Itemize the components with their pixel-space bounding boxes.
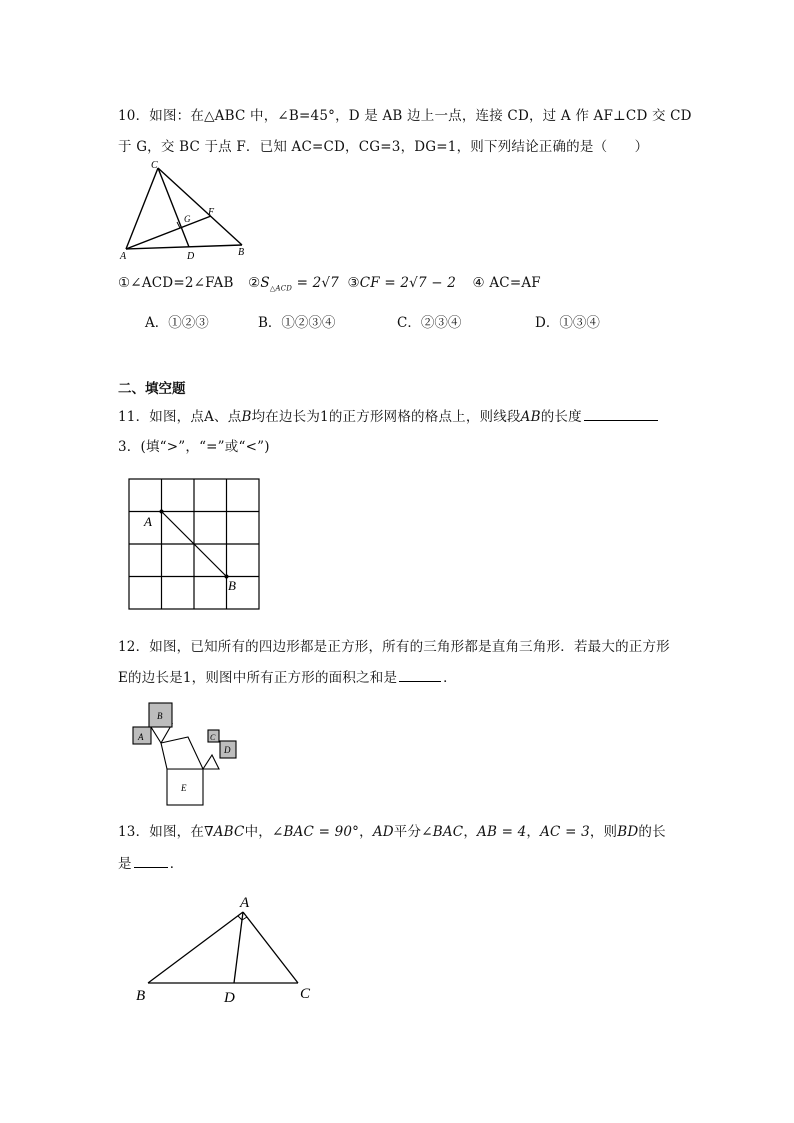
q13-label-a: A <box>240 895 250 911</box>
q13-cond-ad: AD <box>372 824 394 840</box>
q13-text-line2b: ． <box>169 856 184 872</box>
q10-label-g: G <box>184 214 191 224</box>
q13-label-c: C <box>300 986 311 1002</box>
q13-answer-blank[interactable] <box>134 855 168 868</box>
q11-grid-figure <box>125 475 265 611</box>
q11-text-a: 11．如图，点A、点 <box>118 409 242 425</box>
q10-label-c: C <box>151 160 158 171</box>
q13-cond-angle: ∠BAC = 90° <box>271 824 360 840</box>
q13-text-a: 13．如图，在 <box>118 824 205 840</box>
q12-squares-figure <box>128 700 243 808</box>
q11-point-a-dot <box>160 510 164 514</box>
q13-cond-bd: BD <box>617 824 639 840</box>
q13-cond-bac: ∠BAC <box>421 824 464 840</box>
q10-choice-b[interactable]: B．①②③④ <box>258 315 336 331</box>
q11-label-a: A <box>144 514 152 529</box>
q11-line1 <box>118 405 660 425</box>
q12-label-b: B <box>157 711 163 721</box>
q11-label-b: B <box>228 578 236 593</box>
q10-statement-3-expr: CF = 2√7 − 2 <box>359 275 457 291</box>
q12-label-e: E <box>181 783 187 793</box>
q13-triangle: ∇ABC <box>204 824 245 840</box>
q10-statement-2-rhs: = 2√7 <box>296 275 339 291</box>
q11-segment-ab: AB <box>520 409 541 425</box>
q10-line2: 于 G，交 BC 于点 F．已知 AC=CD，CG=3，DG=1，则下列结论正确的是（ ） <box>118 139 649 155</box>
q11-text-c: 均在边长为1的正方形网格的格点上，则线段 <box>251 409 521 425</box>
q13-label-b: B <box>136 988 146 1004</box>
q13-text-d: 平分 <box>393 824 422 840</box>
q12-line1: 12．如图，已知所有的四边形都是正方形，所有的三角形都是直角三角形．若最大的正方形 <box>118 639 670 655</box>
q12-label-d: D <box>224 745 231 755</box>
q13-line1 <box>118 820 666 840</box>
q12-text-a: E的边长是1，则图中所有正方形的面积之和是 <box>118 670 398 686</box>
q13-line2 <box>118 852 183 872</box>
q11-text-e: 的长度 <box>540 409 582 425</box>
q12-label-a: A <box>138 732 144 742</box>
q13-label-d: D <box>224 990 235 1006</box>
q12-label-c: C <box>210 733 216 742</box>
q10-label-f: F <box>208 207 215 218</box>
q10-statements <box>118 275 541 293</box>
q10-statement-3-prefix: ③ <box>347 275 360 291</box>
q13-triangle-figure <box>130 890 325 1008</box>
q13-cond-ac: AC = 3 <box>540 824 590 840</box>
q10-statement-2-prefix: ② <box>248 275 261 291</box>
q10-label-a: A <box>120 251 127 260</box>
q13-text-c: ， <box>359 824 373 840</box>
q12-answer-blank[interactable] <box>399 669 441 682</box>
section-title: 二、填空题 <box>118 381 186 397</box>
q10-statement-1: ①∠ACD=2∠FAB <box>118 275 234 291</box>
q13-text-h: 的长 <box>638 824 666 840</box>
q13-text-e: ， <box>463 824 478 840</box>
q11-answer-blank[interactable] <box>584 408 658 421</box>
q10-statement-2-sub: △ACD <box>269 284 293 293</box>
q10-line1: 10．如图：在△ABC 中，∠B=45°，D 是 AB 边上一点，连接 CD，过 A 作 AF⊥CD 交 CD <box>118 108 692 124</box>
q10-statement-2-s: S <box>260 275 270 291</box>
q12-text-b: ． <box>443 670 457 686</box>
q13-text-line2a: 是 <box>118 856 132 872</box>
q11-point-b: B <box>241 409 252 425</box>
q13-text-b: 中， <box>244 824 272 840</box>
q11-line2: 3．(填“>”，“=”或“<”) <box>118 439 270 455</box>
q10-choice-a[interactable]: A．①②③ <box>145 315 209 331</box>
q10-statement-4: ④ AC=AF <box>472 275 541 291</box>
q13-text-f: ， <box>526 824 541 840</box>
q13-text-g: ，则 <box>589 824 618 840</box>
q10-triangle-figure <box>118 158 258 260</box>
q12-line2 <box>118 666 457 686</box>
q10-choice-d[interactable]: D．①③④ <box>535 315 600 331</box>
q10-label-b: B <box>238 247 245 258</box>
q13-cond-ab: AB = 4 <box>477 824 527 840</box>
q10-choice-c[interactable]: C．②③④ <box>397 315 462 331</box>
q10-label-d: D <box>187 251 195 260</box>
